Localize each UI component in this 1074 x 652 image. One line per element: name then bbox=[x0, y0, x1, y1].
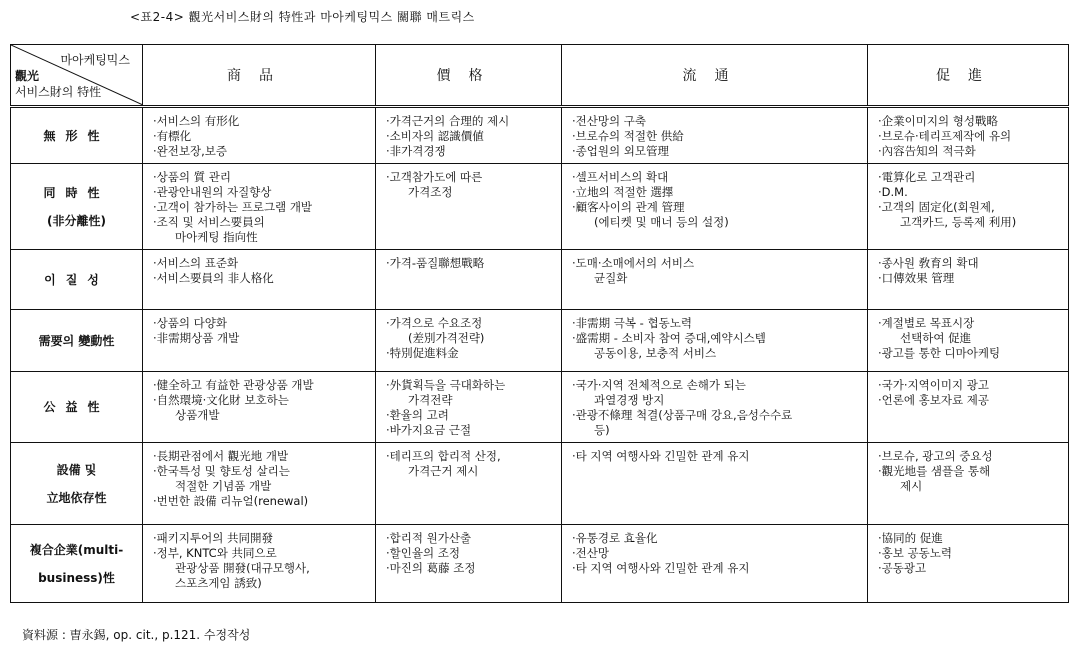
matrix-cell bbox=[376, 310, 562, 372]
cell-line: ·非需期상품 개발 bbox=[153, 331, 240, 345]
cell-line: 상품개발 bbox=[175, 408, 220, 422]
matrix-cell bbox=[376, 443, 562, 525]
row-header bbox=[11, 525, 143, 603]
cell-line: 고객카드, 등록제 利用) bbox=[900, 215, 1017, 229]
cell-line: ·셀프서비스의 확대 bbox=[572, 170, 669, 184]
row-header bbox=[11, 250, 143, 310]
matrix-cell bbox=[143, 164, 376, 250]
cell-line: 적절한 기념품 개발 bbox=[175, 479, 272, 493]
cell-line: ·브로슈, 광고의 중요성 bbox=[878, 449, 993, 463]
cell-line: ·非需期 극복 - 협동노력 bbox=[572, 316, 692, 330]
table-caption: <표2-4> 觀光서비스財의 特性과 마아케팅믹스 關聯 매트릭스 bbox=[130, 10, 475, 24]
matrix-cell bbox=[376, 525, 562, 603]
matrix-cell bbox=[376, 164, 562, 250]
row-header-line: (非分離性) bbox=[47, 213, 106, 228]
matrix-cell bbox=[868, 250, 1069, 310]
cell-line: ·전산망의 구축 bbox=[572, 114, 646, 128]
table-row bbox=[11, 164, 1069, 250]
cell-line: ·盛需期 - 소비자 참여 증대,예약시스템 bbox=[572, 331, 766, 345]
cell-line: (差別가격전략) bbox=[408, 331, 485, 345]
table-row bbox=[11, 310, 1069, 372]
matrix-cell bbox=[562, 164, 868, 250]
cell-line: ·종사원 敎育의 확대 bbox=[878, 256, 979, 270]
cell-line: ·內容告知의 적극화 bbox=[878, 144, 976, 158]
row-header-line: 이질성 bbox=[44, 272, 109, 287]
matrix-cell bbox=[143, 372, 376, 443]
cell-line: ·고객참가도에 따른 bbox=[386, 170, 483, 184]
cell-line: ·완전보장,보증 bbox=[153, 144, 227, 158]
matrix-cell bbox=[376, 250, 562, 310]
matrix-cell bbox=[376, 107, 562, 164]
row-header-line: 公益性 bbox=[43, 400, 110, 414]
matrix-cell bbox=[868, 372, 1069, 443]
corner-bottom-label-2: 서비스財의 特性 bbox=[15, 85, 102, 99]
row-header bbox=[11, 310, 143, 372]
cell-line: ·企業이미지의 형성戰略 bbox=[878, 114, 998, 128]
cell-line: ·관광안내원의 자질향상 bbox=[153, 185, 272, 199]
table-row bbox=[11, 250, 1069, 310]
cell-line: ·타 지역 여행사와 긴밀한 관계 유지 bbox=[572, 449, 750, 463]
cell-line: ·長期관점에서 觀光地 개발 bbox=[153, 449, 289, 463]
source-note: 資料源 : 曺永錫, op. cit., p.121. 수정작성 bbox=[22, 628, 251, 642]
cell-line: ·테리프의 합리적 산정, bbox=[386, 449, 501, 463]
cell-line: ·D.M. bbox=[878, 185, 908, 199]
cell-line: ·환율의 고려 bbox=[386, 408, 449, 422]
matrix-cell bbox=[868, 525, 1069, 603]
cell-line: ·顧客사이의 관계 管理 bbox=[572, 200, 685, 214]
row-header-line: 立地依存性 bbox=[46, 490, 107, 505]
cell-line: ·고객이 참가하는 프로그램 개발 bbox=[153, 200, 313, 214]
cell-line: ·패키지투어의 共同開發 bbox=[153, 531, 273, 545]
cell-line: ·정부, KNTC와 共同으로 bbox=[153, 546, 277, 560]
cell-line: ·언론에 홍보자료 제공 bbox=[878, 393, 989, 407]
cell-line: 마아케팅 指向性 bbox=[175, 230, 258, 244]
cell-line: 가격근거 제시 bbox=[408, 464, 479, 478]
cell-line: ·서비스의 有形化 bbox=[153, 114, 240, 128]
cell-line: 가격조정 bbox=[408, 185, 453, 199]
marketing-mix-matrix bbox=[10, 44, 1069, 603]
corner-header bbox=[11, 45, 143, 107]
row-header-line: business)性 bbox=[38, 570, 115, 585]
row-header bbox=[11, 164, 143, 250]
corner-top-label: 마아케팅믹스 bbox=[60, 53, 130, 67]
cell-line: ·健全하고 有益한 관광상품 개발 bbox=[153, 378, 314, 392]
table-row bbox=[11, 107, 1069, 164]
matrix-cell bbox=[562, 107, 868, 164]
cell-line: ·브로슈·테리프제작에 유의 bbox=[878, 129, 1012, 143]
cell-line: ·外貨획득을 극대화하는 bbox=[386, 378, 506, 392]
cell-line: ·가격-품질聯想戰略 bbox=[386, 256, 485, 270]
cell-line: ·타 지역 여행사와 긴밀한 관계 유지 bbox=[572, 561, 750, 575]
cell-line: ·브로슈의 적절한 供給 bbox=[572, 129, 684, 143]
column-header-distribution: 流通 bbox=[562, 45, 868, 107]
cell-line: ·종업원의 외모管理 bbox=[572, 144, 669, 158]
row-header bbox=[11, 107, 143, 164]
cell-line: ·自然環境·文化財 보호하는 bbox=[153, 393, 289, 407]
cell-line: ·가격근거의 合理的 제시 bbox=[386, 114, 510, 128]
cell-line: ·觀光地를 샘플을 통해 bbox=[878, 464, 991, 478]
cell-line: ·관광不條理 척결(상품구매 강요,음성수수료 bbox=[572, 408, 793, 422]
cell-line: ·홍보 공동노력 bbox=[878, 546, 952, 560]
cell-line: 선택하여 促進 bbox=[900, 331, 972, 345]
cell-line: ·도매·소매에서의 서비스 bbox=[572, 256, 695, 270]
matrix-cell bbox=[562, 372, 868, 443]
table-row bbox=[11, 443, 1069, 525]
cell-line: ·서비스要員의 非人格化 bbox=[153, 271, 274, 285]
cell-line: ·광고를 통한 디마아케팅 bbox=[878, 346, 1001, 360]
cell-line: ·特別促進料金 bbox=[386, 346, 459, 360]
matrix-cell bbox=[376, 372, 562, 443]
cell-line: ·한국특성 및 향토성 살리는 bbox=[153, 464, 290, 478]
cell-line: ·조직 및 서비스要員의 bbox=[153, 215, 265, 229]
cell-line: ·口傳效果 管理 bbox=[878, 271, 955, 285]
cell-line: (에티켓 및 매너 등의 설정) bbox=[594, 215, 729, 229]
matrix-cell bbox=[562, 443, 868, 525]
matrix-cell bbox=[868, 310, 1069, 372]
cell-line: ·국가·지역 전체적으로 손해가 되는 bbox=[572, 378, 746, 392]
cell-line: ·마진의 葛藤 조정 bbox=[386, 561, 476, 575]
matrix-cell bbox=[143, 443, 376, 525]
cell-line: ·電算化로 고객관리 bbox=[878, 170, 976, 184]
row-header-line: 複合企業(multi- bbox=[29, 542, 124, 557]
cell-line: ·立地의 적절한 選擇 bbox=[572, 185, 674, 199]
row-header-line: 需要의 變動性 bbox=[38, 333, 115, 348]
cell-line: 제시 bbox=[900, 479, 923, 493]
cell-line: ·고객의 固定化(회원제, bbox=[878, 200, 995, 214]
cell-line: ·번번한 設備 리뉴얼(renewal) bbox=[153, 494, 309, 508]
cell-line: ·協同的 促進 bbox=[878, 531, 943, 545]
cell-line: ·상품의 質 관리 bbox=[153, 170, 232, 184]
cell-line: ·서비스의 표준화 bbox=[153, 256, 239, 270]
table-row bbox=[11, 525, 1069, 603]
matrix-cell bbox=[562, 250, 868, 310]
cell-line: ·소비자의 認識價値 bbox=[386, 129, 484, 143]
cell-line: ·有標化 bbox=[153, 129, 192, 143]
row-header bbox=[11, 372, 143, 443]
row-header bbox=[11, 443, 143, 525]
cell-line: 균질화 bbox=[594, 271, 628, 285]
cell-line: ·계절별로 목표시장 bbox=[878, 316, 975, 330]
cell-line: ·바가지요금 근절 bbox=[386, 423, 472, 437]
cell-line: ·유통경로 효율化 bbox=[572, 531, 658, 545]
cell-line: ·국가·지역이미지 광고 bbox=[878, 378, 989, 392]
cell-line: 과열경쟁 방지 bbox=[594, 393, 665, 407]
column-header-price: 價格 bbox=[376, 45, 562, 107]
cell-line: ·합리적 원가산출 bbox=[386, 531, 472, 545]
matrix-cell bbox=[562, 525, 868, 603]
cell-line: ·할인율의 조정 bbox=[386, 546, 460, 560]
cell-line: ·상품의 다양화 bbox=[153, 316, 227, 330]
cell-line: 관광상품 開發(대규모행사, bbox=[175, 561, 310, 575]
cell-line: 등) bbox=[594, 423, 610, 437]
matrix-cell bbox=[562, 310, 868, 372]
matrix-cell bbox=[143, 310, 376, 372]
matrix-cell bbox=[143, 107, 376, 164]
matrix-cell bbox=[143, 525, 376, 603]
row-header-line: 設備 및 bbox=[56, 462, 97, 477]
matrix-cell bbox=[868, 164, 1069, 250]
cell-line: 스포츠게임 誘致) bbox=[175, 576, 262, 590]
row-header-line: 同時性 bbox=[43, 185, 110, 200]
matrix-cell bbox=[868, 107, 1069, 164]
column-header-promotion: 促進 bbox=[868, 45, 1069, 107]
cell-line: ·非가격경쟁 bbox=[386, 144, 446, 158]
column-header-product: 商品 bbox=[143, 45, 376, 107]
matrix-cell bbox=[143, 250, 376, 310]
cell-line: ·공동광고 bbox=[878, 561, 927, 575]
row-header-line: 無形性 bbox=[43, 128, 110, 143]
cell-line: 가격전략 bbox=[408, 393, 453, 407]
table-row bbox=[11, 372, 1069, 443]
cell-line: 공동이용, 보충적 서비스 bbox=[594, 346, 717, 360]
matrix-cell bbox=[868, 443, 1069, 525]
corner-bottom-label-1: 觀光 bbox=[15, 69, 40, 83]
cell-line: ·가격으로 수요조정 bbox=[386, 316, 483, 330]
cell-line: ·전산망 bbox=[572, 546, 609, 560]
